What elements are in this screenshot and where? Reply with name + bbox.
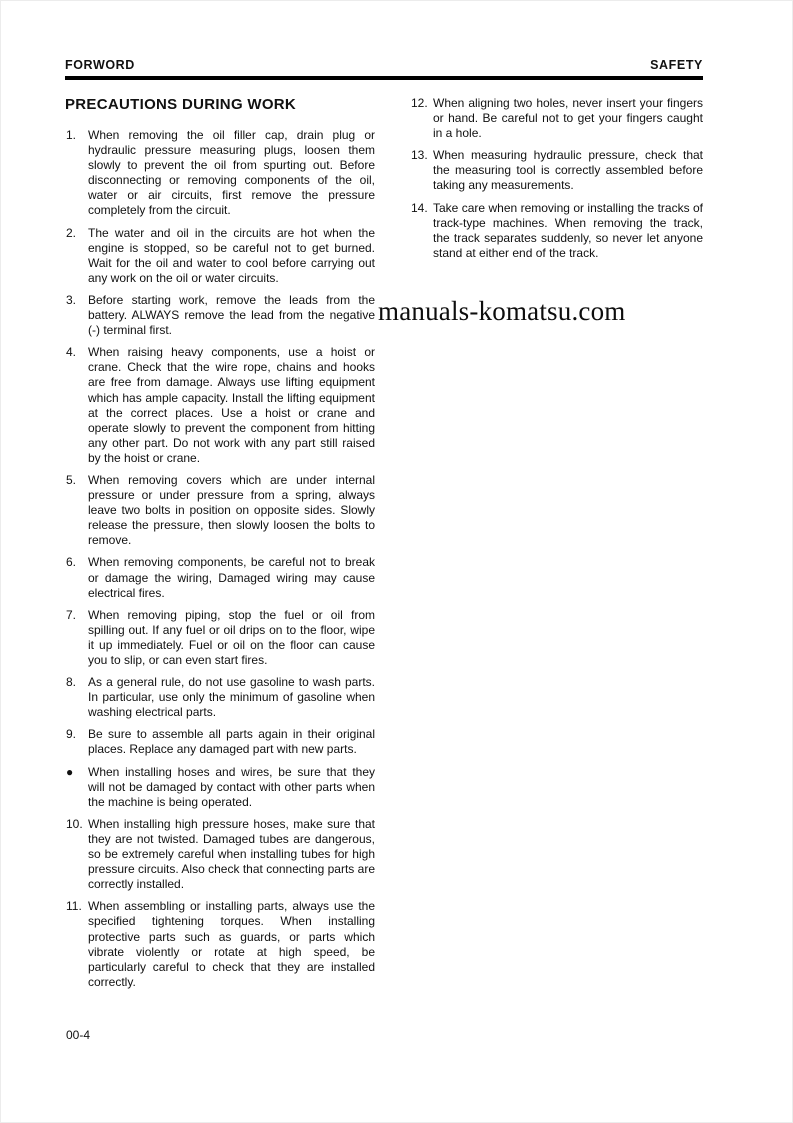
item-marker: 13.	[411, 148, 428, 163]
item-text: Be sure to assemble all parts again in their original places. Replace any damaged part with new parts.	[88, 727, 375, 757]
item-marker: 10.	[66, 816, 83, 831]
item-text: When installing high pressure hoses, make sure that they are not twisted. Damaged tubes are dangerous, so be extremely careful when installing tubes for high pressure circuits. Also check that connecting parts are correctly installed.	[88, 816, 375, 892]
item-text: Before starting work, remove the leads from the battery. ALWAYS remove the lead from the negative (-) terminal first.	[88, 292, 375, 338]
list-item	[65, 345, 375, 466]
item-marker: 12.	[411, 96, 428, 110]
item-text: When aligning two holes, never insert your fingers or hand. Be careful not to get your fingers caught in a hole.	[433, 96, 703, 141]
item-marker: 2.	[66, 225, 77, 240]
page-header	[65, 58, 703, 76]
list-item	[65, 899, 375, 990]
item-text: When assembling or installing parts, always use the specified tightening torques. When installing protective parts such as guards, or parts which vibrate violently or rotate at high speed, be particularly careful to check that they are installed correctly.	[88, 899, 375, 989]
item-marker: 5.	[66, 472, 77, 487]
item-marker: ●	[66, 764, 74, 779]
page-number: 00-4	[66, 1028, 91, 1042]
precaution-list-left	[65, 128, 375, 990]
item-marker: 7.	[66, 607, 77, 622]
item-text: When measuring hydraulic pressure, check that the measuring tool is correctly assembled before taking any measurements.	[433, 148, 703, 193]
item-text: When removing covers which are under internal pressure or under pressure from a spring, always leave two bolts in position on opposite sides. Slowly release the pressure, then slowly loosen the bolts to remove.	[88, 472, 375, 548]
list-item	[65, 675, 375, 720]
list-item	[65, 293, 375, 338]
list-item	[410, 201, 703, 261]
item-marker: 3.	[66, 292, 77, 307]
list-item	[410, 96, 703, 141]
item-marker: 6.	[66, 555, 77, 570]
item-text: Take care when removing or installing the tracks of track-type machines. When removing the track, the track separates suddenly, so never let anyone stand at either end of the track.	[433, 200, 703, 260]
header-right-label: SAFETY	[650, 58, 703, 72]
item-marker: 8.	[66, 675, 77, 690]
item-text: When raising heavy components, use a hoist or crane. Check that the wire rope, chains and hooks are free from damage. Always use lifting equipment which has ample capacity. Install the lifting equipment at the correct places. Use a hoist or crane and operate slowly to prevent the component from hitting any other part. Do not work with any part still raised by the hoist or crane.	[88, 345, 375, 465]
list-item	[65, 128, 375, 219]
item-text: As a general rule, do not use gasoline to wash parts. In particular, use only the minimum of gasoline when washing electrical parts.	[88, 675, 375, 720]
page-content	[65, 58, 703, 997]
list-item	[65, 473, 375, 548]
item-marker: 4.	[66, 345, 77, 360]
header-left-label: FORWORD	[65, 58, 135, 72]
item-text: When removing the oil filler cap, drain plug or hydraulic pressure measuring plugs, loosen them slowly to prevent the oil from spurting out. Before disconnecting or removing components of the oil, water or air circuits, first remove the pressure completely from the circuit.	[88, 128, 375, 218]
list-item	[65, 727, 375, 757]
header-rule	[65, 76, 703, 80]
item-marker: 14.	[411, 200, 428, 215]
list-item	[65, 608, 375, 668]
watermark: manuals-komatsu.com	[378, 296, 626, 326]
list-item	[65, 817, 375, 892]
right-column	[410, 96, 703, 997]
list-item	[65, 226, 375, 286]
list-item	[65, 555, 375, 600]
two-column-layout	[65, 96, 703, 997]
precaution-list-right	[410, 96, 703, 261]
list-item	[410, 148, 703, 193]
page-title: PRECAUTIONS DURING WORK	[65, 96, 297, 113]
item-text: When removing components, be careful not to break or damage the wiring, Damaged wiring may cause electrical fires.	[88, 555, 375, 600]
item-marker: 9.	[66, 727, 77, 742]
item-text: The water and oil in the circuits are hot when the engine is stopped, so be careful not to get burned. Wait for the oil and water to cool before carrying out any work on the oil or water circuits.	[88, 225, 375, 285]
item-text: When removing piping, stop the fuel or oil from spilling out. If any fuel or oil drips on to the floor, wipe it up immediately. Fuel or oil on the floor can cause you to slip, or can even start fires.	[88, 607, 375, 667]
list-item	[65, 765, 375, 810]
left-column	[65, 96, 375, 997]
item-text: When installing hoses and wires, be sure that they will not be damaged by contact with other parts when the machine is being operated.	[88, 764, 375, 809]
item-marker: 11.	[66, 899, 82, 914]
item-marker: 1.	[66, 128, 77, 142]
